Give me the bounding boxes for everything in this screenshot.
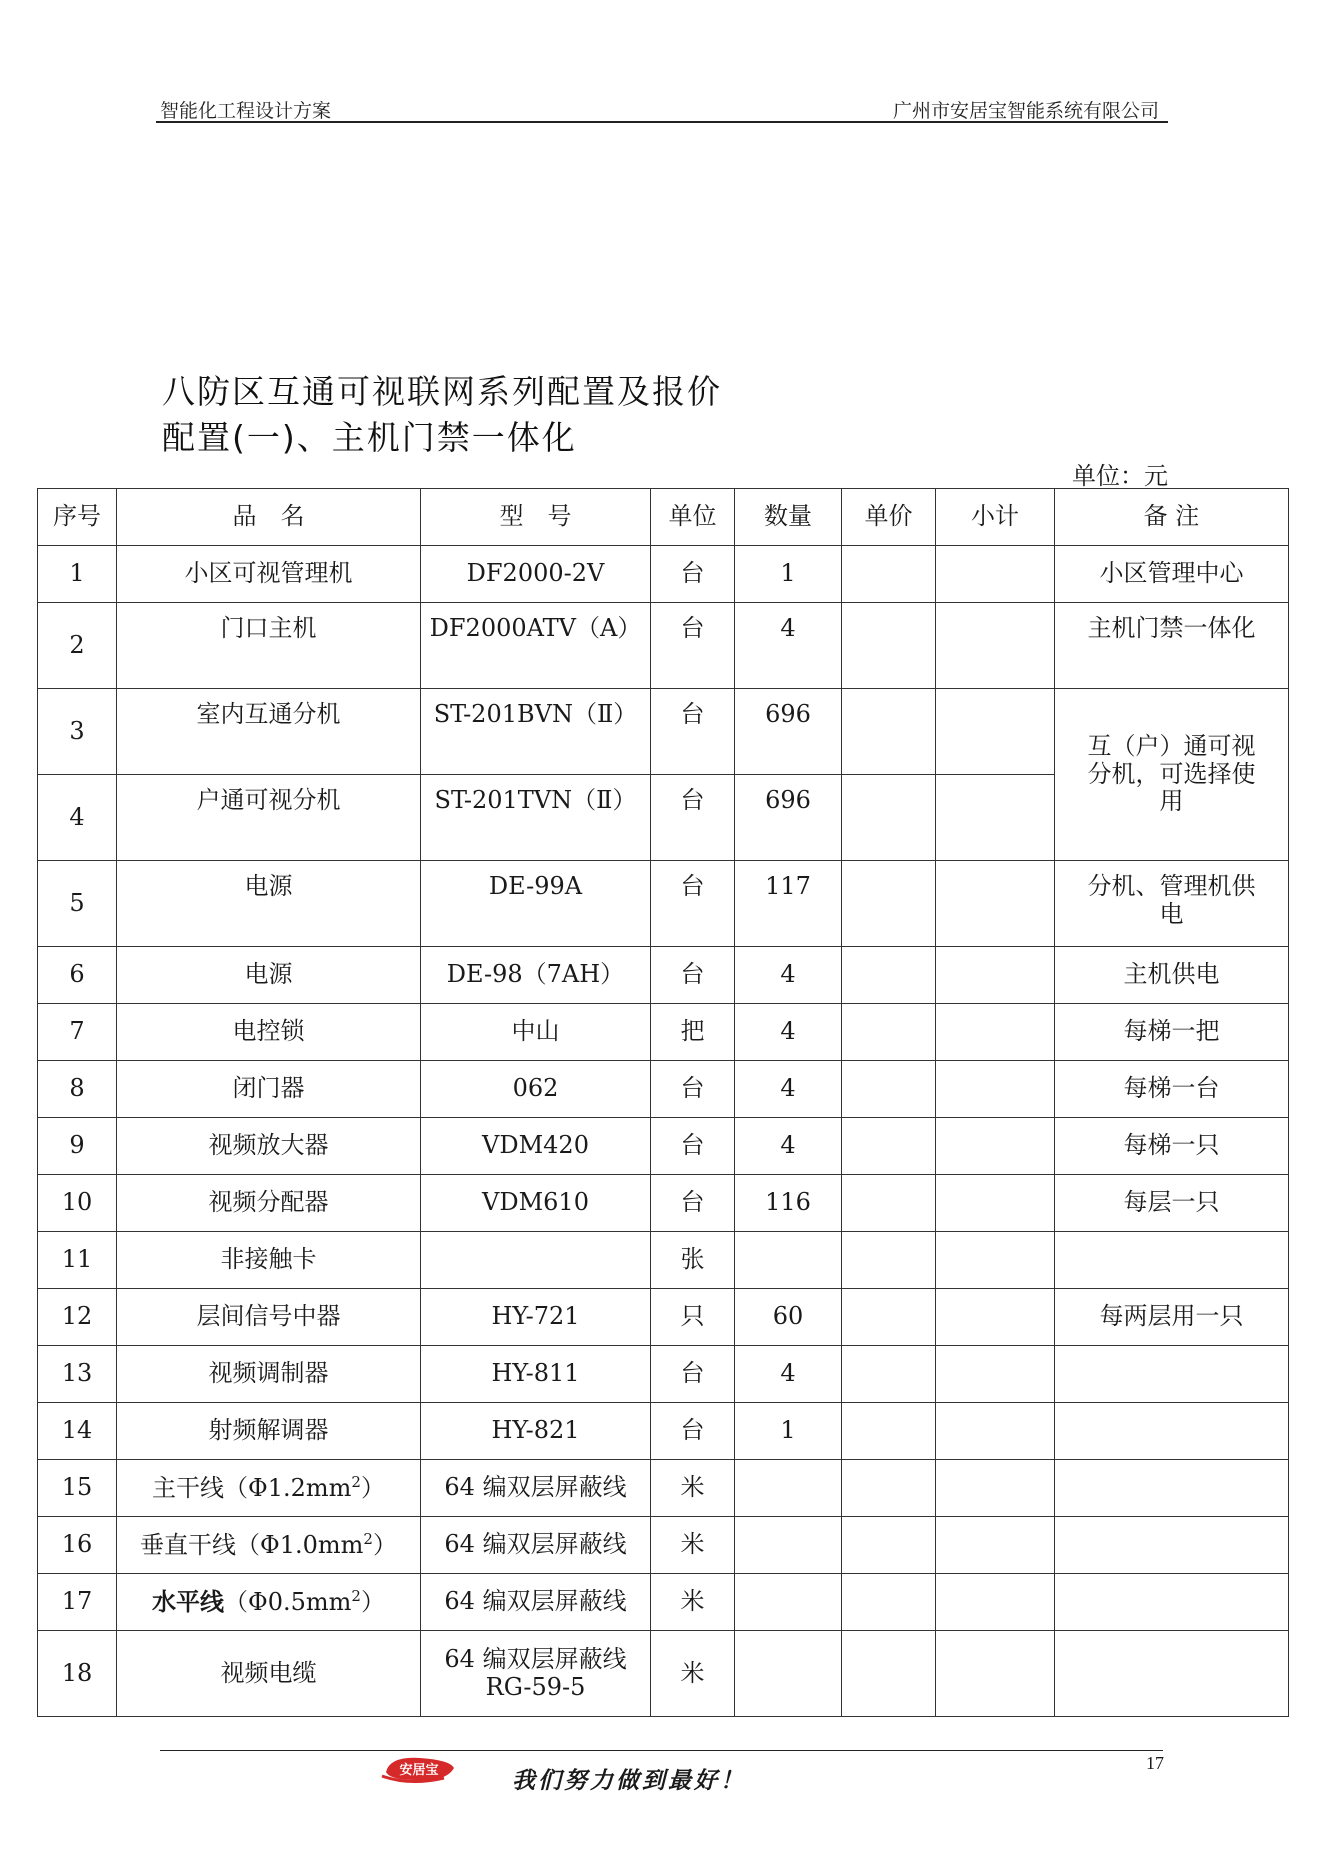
cell-no: 3 — [38, 689, 117, 775]
cell-no: 5 — [38, 861, 117, 947]
cell-name: 电源 — [117, 861, 421, 947]
cell-note — [1055, 1631, 1289, 1717]
table-row — [38, 1403, 1289, 1460]
table-row — [38, 1232, 1289, 1289]
cell-unit: 台 — [651, 775, 735, 861]
unit-label: 单位：元 — [1072, 462, 1168, 490]
cell-subtotal — [936, 603, 1055, 689]
cell-no: 1 — [38, 546, 117, 603]
header-divider — [156, 121, 1168, 123]
cell-qty: 696 — [735, 689, 842, 775]
table-row — [38, 861, 1289, 947]
cell-model: 64 编双层屏蔽线 — [421, 1574, 651, 1631]
cell-qty: 4 — [735, 947, 842, 1004]
cell-note: 主机门禁一体化 — [1055, 603, 1289, 689]
cell-no: 9 — [38, 1118, 117, 1175]
cell-subtotal — [936, 1631, 1055, 1717]
cell-model: 062 — [421, 1061, 651, 1118]
cell-model — [421, 1232, 651, 1289]
cell-no: 12 — [38, 1289, 117, 1346]
cell-unit: 台 — [651, 1061, 735, 1118]
cell-model: DE-99A — [421, 861, 651, 947]
page-title: 八防区互通可视联网系列配置及报价 — [162, 372, 722, 411]
close-paren: ） — [372, 1530, 397, 1559]
col-header-unit: 单位 — [651, 489, 735, 546]
cell-unit: 只 — [651, 1289, 735, 1346]
cell-unit-price — [842, 1574, 936, 1631]
logo-text: 安居宝 — [399, 1763, 439, 1778]
cell-qty: 116 — [735, 1175, 842, 1232]
cell-no: 8 — [38, 1061, 117, 1118]
cell-unit-price — [842, 689, 936, 775]
cell-qty — [735, 1631, 842, 1717]
cell-qty: 1 — [735, 1403, 842, 1460]
superscript-two: 2 — [351, 1472, 361, 1491]
cell-name: 门口主机 — [117, 603, 421, 689]
cell-subtotal — [936, 689, 1055, 775]
cell-no: 2 — [38, 603, 117, 689]
col-header-subtotal: 小计 — [936, 489, 1055, 546]
cell-unit: 米 — [651, 1631, 735, 1717]
cell-unit: 台 — [651, 689, 735, 775]
cell-name — [117, 1517, 421, 1574]
cell-unit-price — [842, 1631, 936, 1717]
cell-unit-price — [842, 947, 936, 1004]
quotation-table — [37, 488, 1289, 1717]
cell-subtotal — [936, 1232, 1055, 1289]
company-logo — [380, 1752, 458, 1786]
superscript-two: 2 — [363, 1529, 373, 1548]
cell-name: 视频分配器 — [117, 1175, 421, 1232]
cell-note: 每层一只 — [1055, 1175, 1289, 1232]
cell-subtotal — [936, 1118, 1055, 1175]
page-subtitle: 配置(一)、主机门禁一体化 — [162, 418, 577, 457]
close-paren: ） — [360, 1587, 385, 1616]
cell-subtotal — [936, 1460, 1055, 1517]
cell-qty — [735, 1232, 842, 1289]
cell-subtotal — [936, 1574, 1055, 1631]
cell-qty: 4 — [735, 1004, 842, 1061]
cell-subtotal — [936, 1175, 1055, 1232]
col-header-note: 备 注 — [1055, 489, 1289, 546]
cell-unit-price — [842, 603, 936, 689]
cell-note — [1055, 1574, 1289, 1631]
cell-no: 16 — [38, 1517, 117, 1574]
table-header-row — [38, 489, 1289, 546]
cell-qty: 117 — [735, 861, 842, 947]
cell-unit: 台 — [651, 947, 735, 1004]
col-header-model: 型 号 — [421, 489, 651, 546]
table-row — [38, 603, 1289, 689]
header-company-name: 广州市安居宝智能系统有限公司 — [892, 100, 1159, 122]
table-row — [38, 1004, 1289, 1061]
cell-model: 64 编双层屏蔽线 RG-59-5 — [421, 1631, 651, 1717]
cell-unit: 台 — [651, 603, 735, 689]
cell-name-text: 主干线（Φ1.2mm — [152, 1473, 352, 1502]
cell-model: HY-821 — [421, 1403, 651, 1460]
col-header-qty: 数量 — [735, 489, 842, 546]
cell-subtotal — [936, 1517, 1055, 1574]
cell-unit: 米 — [651, 1574, 735, 1631]
col-header-no: 序号 — [38, 489, 117, 546]
cell-model: ST-201BVN（Ⅱ） — [421, 689, 651, 775]
cell-unit-price — [842, 1346, 936, 1403]
cell-no: 17 — [38, 1574, 117, 1631]
cell-qty — [735, 1517, 842, 1574]
cell-name — [117, 1460, 421, 1517]
cell-model: DF2000ATV（A） — [421, 603, 651, 689]
cell-name: 小区可视管理机 — [117, 546, 421, 603]
cell-unit-price — [842, 1460, 936, 1517]
cell-note: 互（户）通可视分机，可选择使用 — [1055, 689, 1289, 861]
cell-name-text: 垂直干线（Φ1.0mm — [140, 1530, 364, 1559]
cell-unit: 台 — [651, 1403, 735, 1460]
cell-unit: 台 — [651, 546, 735, 603]
cell-qty — [735, 1574, 842, 1631]
cell-unit-price — [842, 1175, 936, 1232]
cell-note: 每梯一把 — [1055, 1004, 1289, 1061]
cell-qty: 4 — [735, 1346, 842, 1403]
cell-note: 每梯一只 — [1055, 1118, 1289, 1175]
cell-subtotal — [936, 861, 1055, 947]
cell-unit: 台 — [651, 1175, 735, 1232]
cell-unit-price — [842, 1289, 936, 1346]
cell-unit-price — [842, 1118, 936, 1175]
cell-unit: 把 — [651, 1004, 735, 1061]
cell-subtotal — [936, 546, 1055, 603]
cell-subtotal — [936, 1061, 1055, 1118]
cell-qty: 696 — [735, 775, 842, 861]
cell-unit: 张 — [651, 1232, 735, 1289]
cell-name: 非接触卡 — [117, 1232, 421, 1289]
cell-qty: 60 — [735, 1289, 842, 1346]
table-row — [38, 1346, 1289, 1403]
table-row — [38, 1289, 1289, 1346]
cell-note — [1055, 1232, 1289, 1289]
cell-name: 层间信号中器 — [117, 1289, 421, 1346]
cell-note — [1055, 1460, 1289, 1517]
cell-name-text: （Φ0.5mm — [224, 1587, 352, 1616]
cell-unit-price — [842, 1403, 936, 1460]
cell-subtotal — [936, 947, 1055, 1004]
cell-no: 11 — [38, 1232, 117, 1289]
table-row — [38, 1574, 1289, 1631]
cell-qty: 4 — [735, 1118, 842, 1175]
cell-name: 室内互通分机 — [117, 689, 421, 775]
cell-model: VDM420 — [421, 1118, 651, 1175]
table-row — [38, 1175, 1289, 1232]
footer-divider — [160, 1750, 1163, 1751]
table-row — [38, 1061, 1289, 1118]
cell-note: 分机、管理机供电 — [1055, 861, 1289, 947]
cell-unit: 米 — [651, 1460, 735, 1517]
cell-qty — [735, 1460, 842, 1517]
cell-no: 10 — [38, 1175, 117, 1232]
cell-subtotal — [936, 775, 1055, 861]
cell-unit-price — [842, 861, 936, 947]
cell-note — [1055, 1517, 1289, 1574]
cell-subtotal — [936, 1289, 1055, 1346]
cell-model: HY-811 — [421, 1346, 651, 1403]
cell-model: DF2000-2V — [421, 546, 651, 603]
cell-note: 主机供电 — [1055, 947, 1289, 1004]
cell-unit: 台 — [651, 1346, 735, 1403]
cell-subtotal — [936, 1346, 1055, 1403]
cell-name: 视频调制器 — [117, 1346, 421, 1403]
cell-unit-price — [842, 1232, 936, 1289]
cell-subtotal — [936, 1004, 1055, 1061]
cell-name-bold-text: 水平线 — [152, 1586, 225, 1616]
cell-model: ST-201TVN（Ⅱ） — [421, 775, 651, 861]
table-row — [38, 947, 1289, 1004]
cell-qty: 1 — [735, 546, 842, 603]
cell-name: 电源 — [117, 947, 421, 1004]
cell-model: VDM610 — [421, 1175, 651, 1232]
cell-name: 射频解调器 — [117, 1403, 421, 1460]
table-row — [38, 1118, 1289, 1175]
cell-model: 64 编双层屏蔽线 — [421, 1517, 651, 1574]
cell-name: 视频放大器 — [117, 1118, 421, 1175]
cell-model: 中山 — [421, 1004, 651, 1061]
cell-no: 6 — [38, 947, 117, 1004]
close-paren: ） — [360, 1473, 385, 1502]
cell-name: 闭门器 — [117, 1061, 421, 1118]
cell-no: 15 — [38, 1460, 117, 1517]
page-number: 17 — [1146, 1753, 1164, 1773]
cell-model: DE-98（7AH） — [421, 947, 651, 1004]
cell-note: 小区管理中心 — [1055, 546, 1289, 603]
cell-no: 14 — [38, 1403, 117, 1460]
cell-name: 电控锁 — [117, 1004, 421, 1061]
cell-name — [117, 1574, 421, 1631]
cell-qty: 4 — [735, 1061, 842, 1118]
cell-no: 18 — [38, 1631, 117, 1717]
cell-no: 4 — [38, 775, 117, 861]
cell-note — [1055, 1403, 1289, 1460]
cell-unit-price — [842, 1004, 936, 1061]
cell-model: HY-721 — [421, 1289, 651, 1346]
footer-slogan: 我们努力做到最好！ — [512, 1767, 746, 1794]
cell-no: 7 — [38, 1004, 117, 1061]
cell-unit-price — [842, 1517, 936, 1574]
cell-note — [1055, 1346, 1289, 1403]
table-row — [38, 1517, 1289, 1574]
cell-unit-price — [842, 775, 936, 861]
cell-no: 13 — [38, 1346, 117, 1403]
cell-unit-price — [842, 1061, 936, 1118]
cell-name: 户通可视分机 — [117, 775, 421, 861]
table-row — [38, 1460, 1289, 1517]
cell-unit-price — [842, 546, 936, 603]
col-header-name: 品 名 — [117, 489, 421, 546]
superscript-two: 2 — [351, 1586, 361, 1605]
cell-model: 64 编双层屏蔽线 — [421, 1460, 651, 1517]
cell-note: 每梯一台 — [1055, 1061, 1289, 1118]
table-row — [38, 546, 1289, 603]
table-row — [38, 689, 1289, 775]
cell-unit: 米 — [651, 1517, 735, 1574]
cell-qty: 4 — [735, 603, 842, 689]
cell-subtotal — [936, 1403, 1055, 1460]
cell-unit: 台 — [651, 1118, 735, 1175]
cell-name: 视频电缆 — [117, 1631, 421, 1717]
table-row — [38, 1631, 1289, 1717]
cell-unit: 台 — [651, 861, 735, 947]
cell-note: 每两层用一只 — [1055, 1289, 1289, 1346]
col-header-unit-price: 单价 — [842, 489, 936, 546]
header-doc-title: 智能化工程设计方案 — [160, 100, 332, 122]
